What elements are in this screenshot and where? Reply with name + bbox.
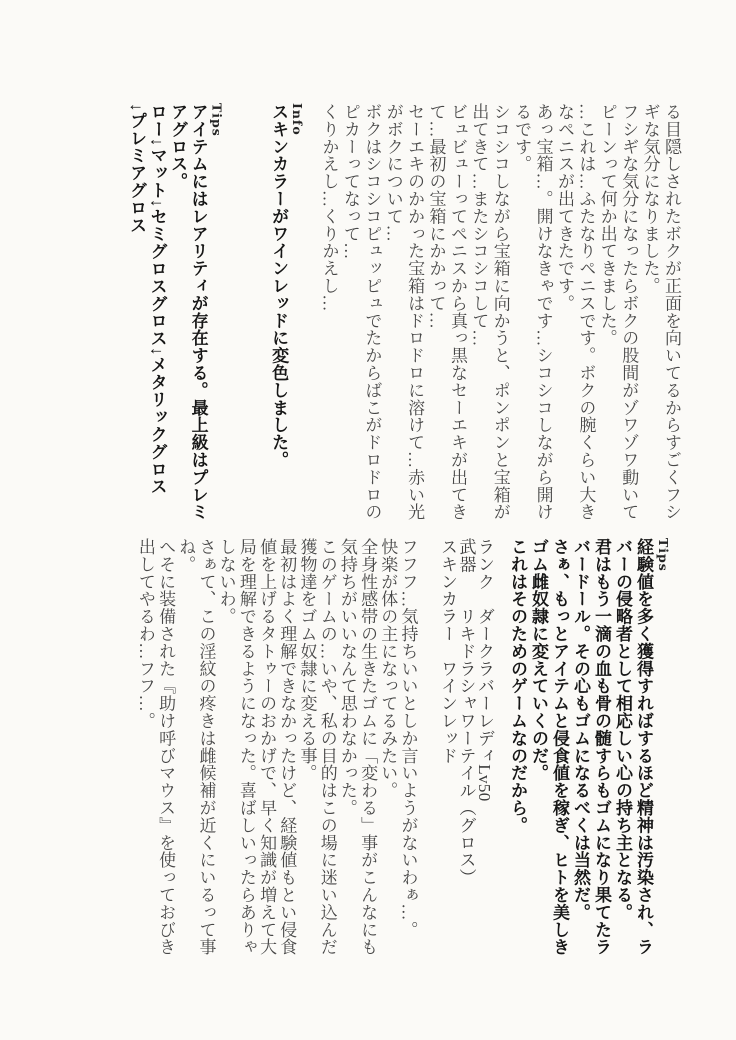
text-line: 局を理解できるようになった。喜ばしいったらありゃ [236,538,256,956]
text-line: 最初はよく理解できなかったけど、経験値もとい侵食 [277,538,297,956]
text-line: アグロス。 [168,103,188,190]
text-line: 獲物達をゴム奴隷に変える事。 [297,538,317,782]
text-line: がボクについて… [383,103,403,243]
text-line: アイテムにはレアリティが存在する。最上級はプレミ [188,103,208,521]
text-line: へそに装備された『助け呼びマウス』を使っておびき [156,538,176,956]
status-line: 武器 リキドラシャワーテイル（グロス） [456,538,476,886]
text-line: 君はもう一滴の血も骨の髄すらもゴムになり果てたラ [592,538,611,956]
tips-message [507,538,654,958]
text-line: る目隠しされたボクが正面を向いてるからすごくフシ [662,103,681,521]
text-line: なペニスが出てきたです。 [554,103,574,312]
text-line: 出てきて…またシコシコして… [469,103,489,347]
tips-section-lower [507,538,674,958]
text-line: 値を上げるタトゥーのおかげで、早く知識が増えて大 [257,538,277,956]
tips-section-header: Tips [656,538,671,572]
text-line: ね。 [176,538,196,573]
text-line: これはそのためのゲームなのだから。 [508,538,527,834]
text-line: さぁて、この淫紋の疼きは雌候補が近くにいるって事 [196,538,216,956]
text-line: フシギな気分になったらボクの股間がゾワゾワ動いて [619,103,639,521]
info-message [268,103,289,523]
story-narration [318,103,682,523]
tips-section-header: Tips [209,103,225,137]
text-line: シコシコしながら宝箱に向かうと、ポンポンと宝箱が [490,103,510,521]
lower-text-block [135,538,674,958]
status-line: ランク ダークラバーレディLv50 [475,538,494,802]
upper-text-block [126,103,682,523]
text-line: バーの侵略者として相応しい心の持ち主となる。 [613,538,632,921]
text-line: て…最初の宝箱にかかって… [426,103,446,330]
text-line: ピーンって何か出てきました。 [597,103,617,347]
character-status [438,538,494,958]
text-line: ボクはシコシコピュッピュでたからばこがドロドロの [362,103,382,521]
text-line: あっ宝箱…。開けなきゃです…シコシコしながら開け [533,103,553,521]
info-section [268,103,309,523]
info-section-header: Info [290,103,306,136]
text-line: 経験値を多く獲得すればするほど精神は汚染され、ラ [634,538,653,956]
text-line: ゴム雌奴隷に変えていくのだ。 [529,538,548,782]
text-line: 全身性感帯の生きたゴムに「変わる」事がこんなにも [358,538,378,956]
text-line: くりかえし…くりかえし… [319,103,339,312]
tips-section-upper [126,103,228,523]
text-line: …これは…ふたなりペニスです。ボクの腕くらい大き [576,103,596,521]
text-line: 気持ちがいいなんて思わなかった。 [337,538,357,817]
text-line: るです。 [512,103,532,173]
text-line: セーエキのかかった宝箱はドロドロに溶けて…赤い光 [405,103,425,521]
text-line: 快楽が体の主になってるみたい。 [378,538,398,799]
text-line: ビュビューってペニスから真っ黒なセーエキが出てき [447,103,467,521]
text-line: バードール。その心もゴムになるべくは当然だ。 [571,538,590,921]
text-line: フフフ…気持ちいいとしか言いようがないわぁ…。 [398,538,418,939]
monologue [135,538,418,958]
text-line: 出してやるわ…フフ…。 [135,538,155,730]
text-line: しないわ。 [216,538,236,625]
status-line: スキンカラー ワインレッド [438,538,457,765]
text-line: ロー↓マット↓セミグロスグロス↓メタリックグロス [147,103,167,496]
tips-message [126,103,208,523]
text-line: このゲームの…いや、私の目的はこの場に迷い込んだ [317,538,337,956]
text-line: ギな気分になりました。 [640,103,660,295]
text-line: スキンカラーがワインレッドに変色しました。 [269,103,289,469]
text-line: ↓プレミアグロス [127,103,147,234]
text-line: さぁ、もっとアイテムと侵食値を稼ぎ、ヒトを美しき [550,538,569,956]
text-line: ピカーってなって… [340,103,360,260]
